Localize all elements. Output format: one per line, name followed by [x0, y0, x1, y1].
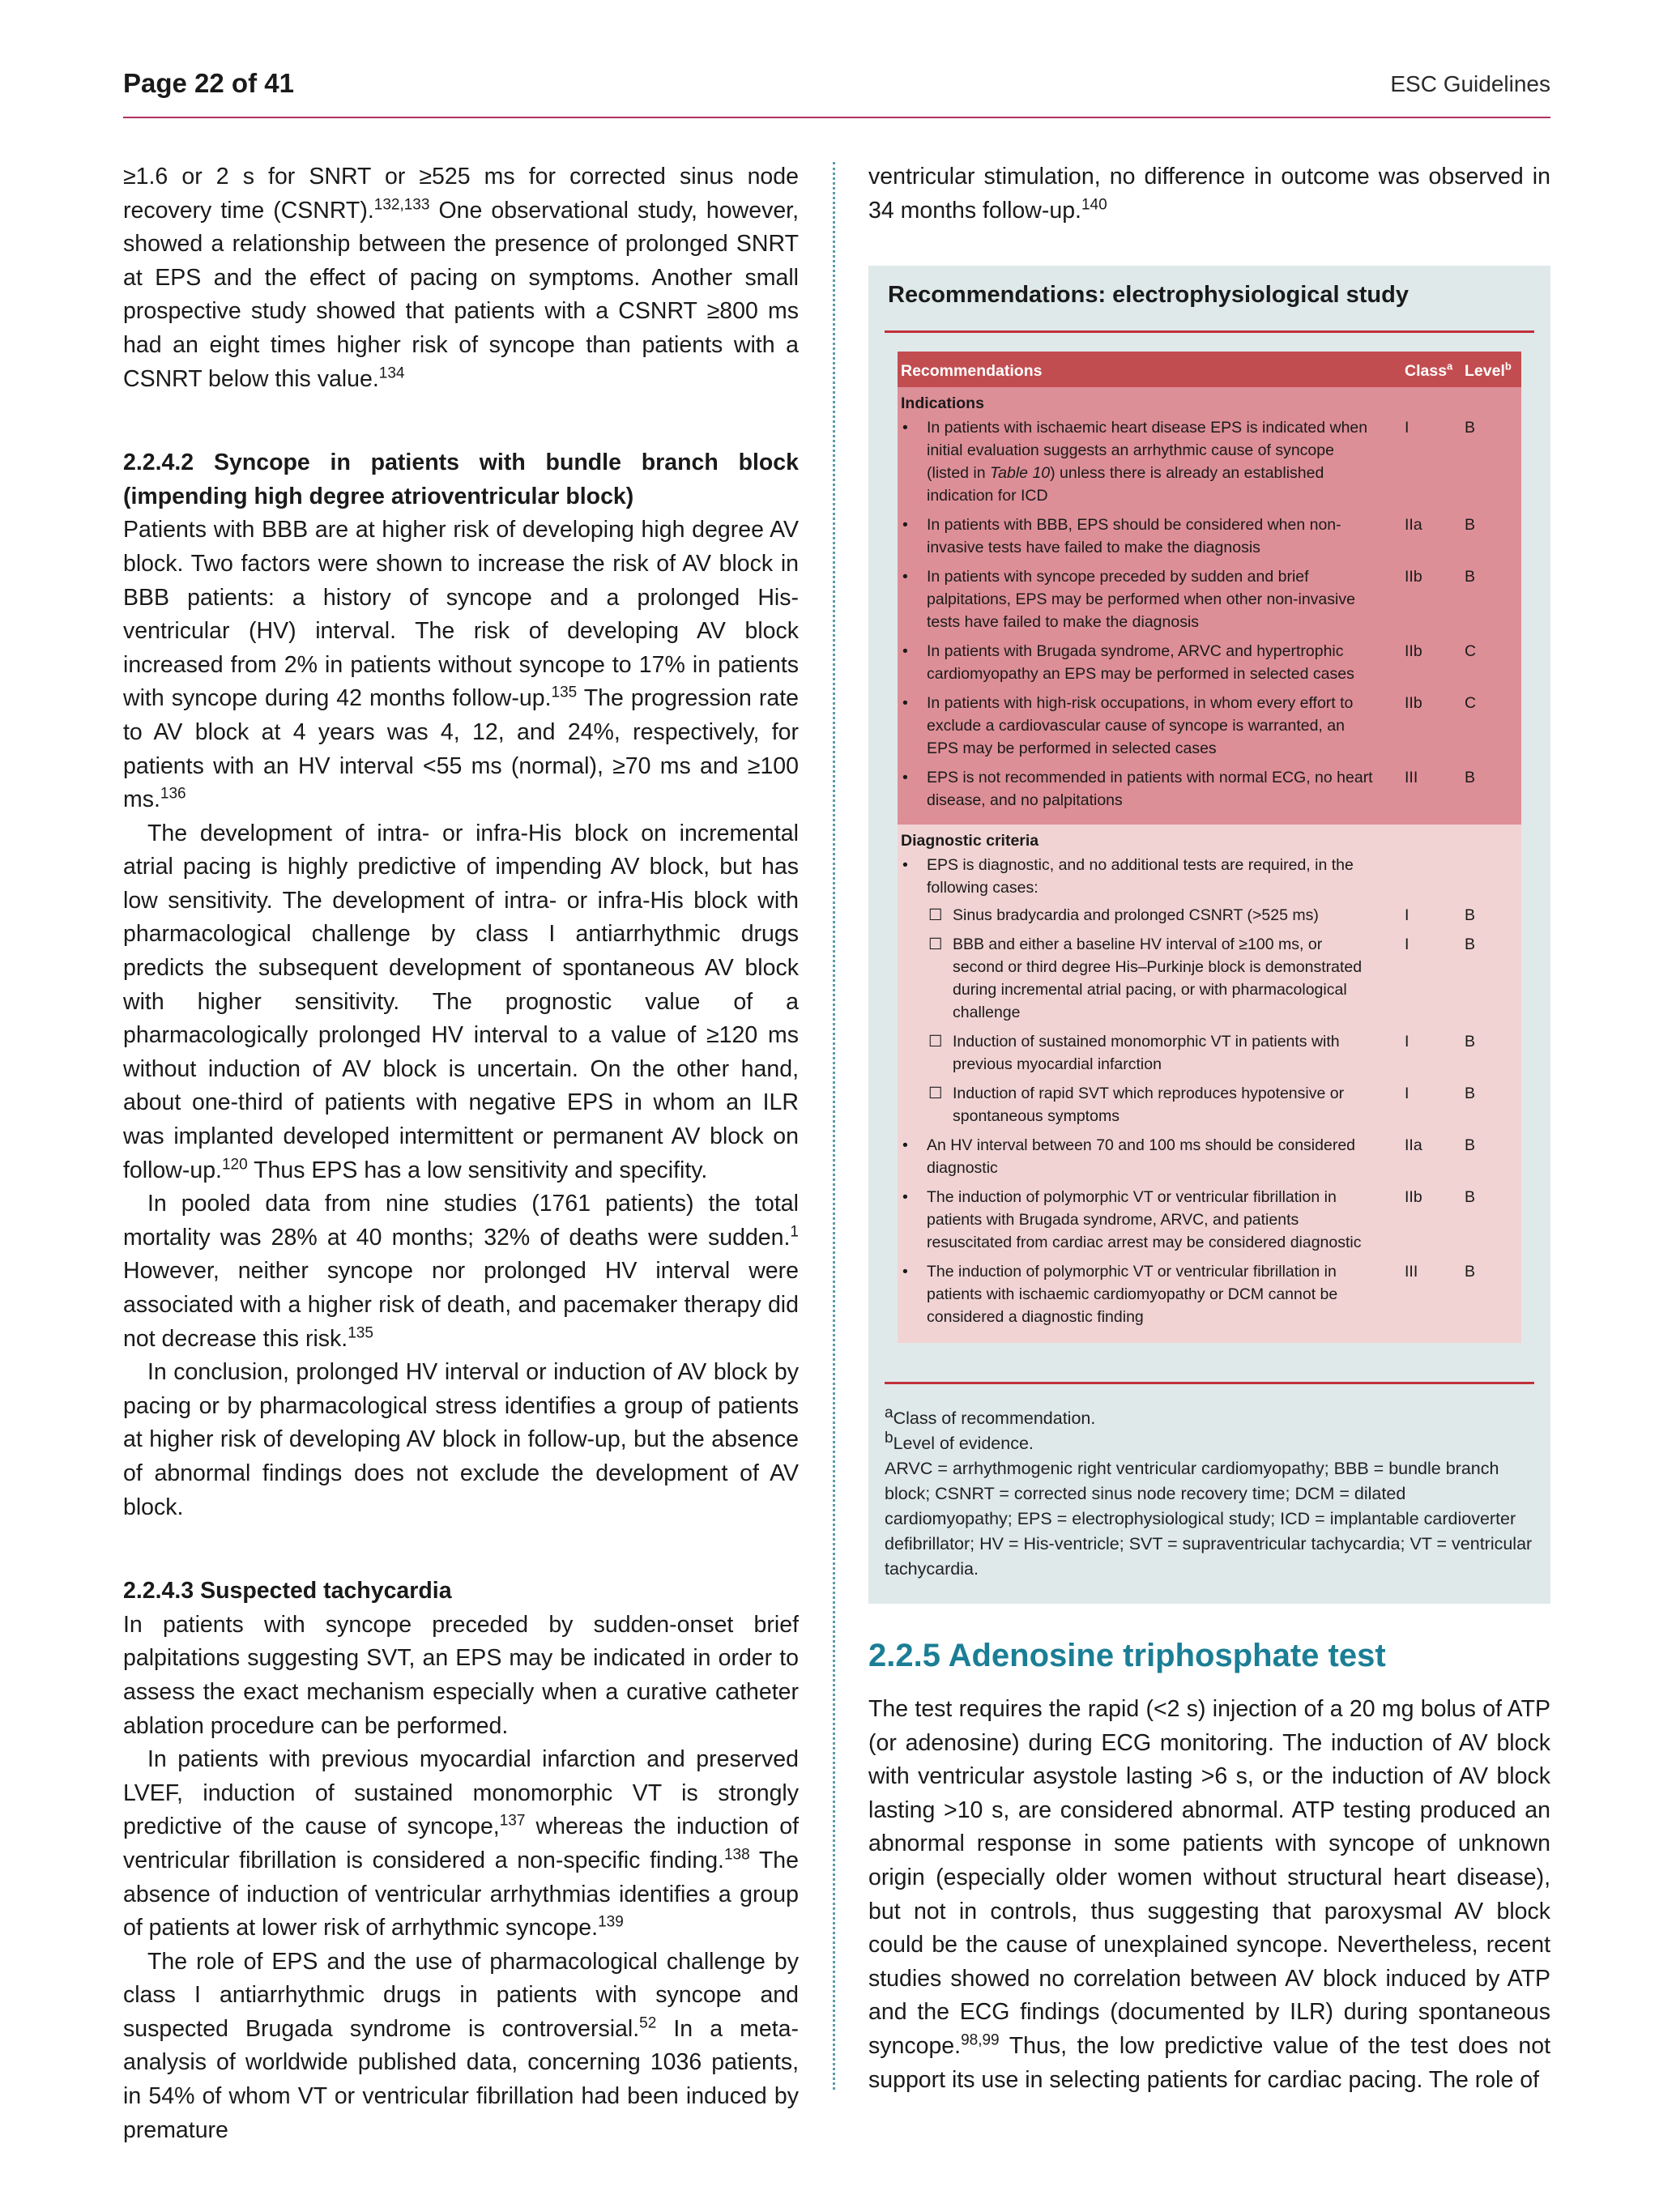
box-title: Recommendations: electrophysiological study — [888, 282, 1409, 308]
table-row — [898, 1030, 1521, 1076]
level-cell: B — [1465, 1136, 1476, 1154]
bullet-icon: • — [902, 642, 908, 660]
table-row — [898, 416, 1521, 507]
bullet-icon: • — [902, 694, 908, 712]
level-cell: B — [1465, 568, 1476, 586]
class-cell: IIb — [1405, 568, 1422, 586]
checkbox-square-icon: ☐ — [928, 1033, 943, 1051]
paragraph: In patients with syncope preceded by sudden-onset brief palpitations suggesting SVT, an EPS may be indicated in order to assess the exact mechanism especially when a curative catheter ablation procedure can be performed. — [123, 1611, 799, 1739]
table-row — [898, 1186, 1521, 1254]
paragraph: ≥1.6 or 2 s for SNRT or ≥525 ms for corrected sinus node recovery time (CSNRT).$^{132,133}$ One observational study, however, showed a relationship between the presence of prolonged SNRT at EPS and the effect of pacing on symptoms. Another small prospective study showed that patients with a CSNRT ≥800 ms had an eight times higher risk of syncope than patients with a CSNRT below this value.$^{134}$ — [123, 164, 800, 392]
level-cell: B — [1465, 419, 1476, 437]
right-column-top — [868, 160, 1550, 228]
col-header-level: Level$^b$ — [1465, 360, 1512, 380]
row-text: In patients with BBB, EPS should be considered when non-invasive tests have failed to make the diagnosis — [927, 516, 1341, 556]
table-row — [898, 904, 1521, 927]
table-row — [898, 933, 1521, 1024]
level-cell: B — [1465, 1033, 1476, 1051]
class-cell: I — [1405, 906, 1410, 924]
table-row — [898, 565, 1521, 633]
col-header-recommendations: Recommendations — [901, 362, 1043, 380]
class-cell: IIb — [1405, 642, 1422, 660]
section-heading: 2.2.5 Adenosine triphosphate test — [868, 1638, 1386, 1673]
abbreviations: ARVC = arrhythmogenic right ventricular cardiomyopathy; BBB = bundle branch block; CSNRT = corrected sinus node recovery time; DCM = dilated cardiomyopathy; EPS = electrophysiological study; ICD = implantable cardioverter defibrillator; HV = His-ventricle; SVT = supraventricular tachycardia; VT = ventricular tachycardia. — [885, 1459, 1533, 1579]
class-cell: I — [1405, 419, 1410, 437]
column-divider — [833, 162, 835, 2090]
row-text: Induction of rapid SVT which reproduces hypotensive or spontaneous symptoms — [953, 1085, 1345, 1125]
paragraph: The development of intra- or infra-His block on incremental atrial pacing is highly predictive of impending AV block, but has low sensitivity. The development of intra- or infra-His block with pharmacological challenge by class I antiarrhythmic drugs predicts the subsequent development of spontaneous AV block with higher sensitivity. The prognostic value of a pharmacologically prolonged HV interval to a value of ≥120 ms without induction of AV block is uncertain. On the other hand, about one-third of patients with negative EPS in whom an ILR was implanted developed intermittent or permanent AV block on follow-up.$^{120}$ Thus EPS has a low sensitivity and specifity. — [123, 820, 799, 1183]
level-cell: B — [1465, 936, 1476, 953]
footnote-a: $^a$Class of recommendation. — [885, 1404, 1096, 1428]
row-text: Sinus bradycardia and prolonged CSNRT (>525 ms) — [953, 906, 1319, 924]
class-cell: I — [1405, 936, 1410, 953]
checkbox-square-icon: ☐ — [928, 936, 943, 953]
class-cell: IIb — [1405, 1188, 1422, 1206]
col-header-class: Class$^a$ — [1405, 360, 1453, 380]
paragraph: ventricular stimulation, no difference in outcome was observed in 34 months follow-up.$^{140}$ — [868, 164, 1550, 224]
checkbox-square-icon: ☐ — [928, 906, 943, 924]
class-cell: III — [1405, 1263, 1418, 1281]
paragraph: The role of EPS and the use of pharmacological challenge by class I antiarrhythmic drugs in patients with syncope and suspected Brugada syndrome is controversial.$^{52}$ In a meta-analysis of worldwide published data, concerning 1036 patients, in 54% of whom VT or ventricular fibrillation had been induced by premature — [123, 1948, 799, 2143]
left-column — [123, 160, 799, 2147]
subsection-heading: 2.2.4.2 Syncope in patients with bundle branch block (impending high degree atrioventricular block) — [123, 450, 799, 509]
box-rule-top — [885, 330, 1534, 333]
level-cell: B — [1465, 1188, 1476, 1206]
level-cell: B — [1465, 1263, 1476, 1281]
box-rule-bottom — [885, 1382, 1534, 1384]
class-cell: IIa — [1405, 1136, 1422, 1154]
level-cell: B — [1465, 906, 1476, 924]
row-text: EPS is not recommended in patients with normal ECG, no heart disease, and no palpitations — [927, 769, 1373, 809]
level-cell: C — [1465, 642, 1477, 660]
class-cell: I — [1405, 1033, 1410, 1051]
section-title: Diagnostic criteria — [901, 832, 1039, 850]
row-text: Induction of sustained monomorphic VT in patients with previous myocardial infarction — [953, 1033, 1340, 1073]
header-rule — [123, 117, 1550, 118]
table-row — [898, 1082, 1521, 1127]
row-text: An HV interval between 70 and 100 ms should be considered diagnostic — [927, 1136, 1356, 1177]
bullet-icon: • — [902, 1136, 908, 1154]
paragraph: In conclusion, prolonged HV interval or induction of AV block by pacing or by pharmacological stress identifies a group of patients at higher risk of developing AV block in follow-up, but the absence of abnormal findings does not exclude the development of AV block. — [123, 1359, 799, 1520]
table-row — [898, 1134, 1521, 1179]
class-cell: IIa — [1405, 516, 1422, 534]
table-row — [898, 1260, 1521, 1328]
table-header — [898, 352, 1521, 387]
level-cell: B — [1465, 516, 1476, 534]
table-footnotes — [885, 1406, 1534, 1582]
recommendations-table — [898, 352, 1521, 1369]
right-column-bottom — [868, 1693, 1550, 2097]
level-cell: B — [1465, 1085, 1476, 1102]
table-row — [898, 854, 1521, 899]
bullet-icon: • — [902, 419, 908, 437]
row-text: In patients with ischaemic heart disease EPS is indicated when initial evaluation suggests an arrhythmic cause of syncope (listed in Table 10) unless there is already an established indication for ICD — [927, 419, 1368, 505]
paragraph: In patients with previous myocardial infarction and preserved LVEF, induction of sustained monomorphic VT is strongly predictive of the cause of syncope,$^{137}$ whereas the induction of ventricular fibrillation is considered a non-specific finding.$^{138}$ The absence of induction of ventricular arrhythmias identifies a group of patients at lower risk of arrhythmic syncope.$^{139}$ — [123, 1746, 799, 1941]
row-text: The induction of polymorphic VT or ventricular fibrillation in patients with Brugada syndrome, ARVC, and patients resuscitated from cardiac arrest may be considered diagnostic — [927, 1188, 1362, 1251]
table-row — [898, 766, 1521, 812]
bullet-icon: • — [902, 1263, 908, 1281]
table-row — [898, 640, 1521, 685]
class-cell: IIb — [1405, 694, 1422, 712]
page-number: Page 22 of 41 — [123, 68, 294, 98]
bullet-icon: • — [902, 516, 908, 534]
footnote-b: $^b$Level of evidence. — [885, 1429, 1034, 1453]
diagnostic-section — [898, 825, 1521, 1343]
table-row — [898, 692, 1521, 760]
bullet-icon: • — [902, 1188, 908, 1206]
indications-section — [898, 387, 1521, 825]
row-text: BBB and either a baseline HV interval of ≥100 ms, or second or third degree His–Purkinje block is demonstrated during incremental atrial pacing, or with pharmacological challenge — [953, 936, 1363, 1021]
checkbox-square-icon: ☐ — [928, 1085, 943, 1102]
level-cell: C — [1465, 694, 1477, 712]
subsection-heading: 2.2.4.3 Suspected tachycardia — [123, 1578, 452, 1605]
table-row — [898, 514, 1521, 559]
paragraph: Patients with BBB are at higher risk of developing high degree AV block. Two factors were shown to increase the risk of AV block in BBB patients: a history of syncope and a prolonged His-ventricular (HV) interval. The risk of developing AV block increased from 2% in patients without syncope to 17% in patients with syncope during 42 months follow-up.$^{135}$ The progression rate to AV block at 4 years was 4, 12, and 24%, respectively, for patients with an HV interval <55 ms (normal), ≥70 ms and ≥100 ms.$^{136}$ — [123, 517, 799, 813]
row-text: In patients with syncope preceded by sudden and brief palpitations, EPS may be performed when other non-invasive tests have failed to make the diagnosis — [927, 568, 1355, 631]
bullet-icon: • — [902, 856, 908, 874]
row-text: The induction of polymorphic VT or ventricular fibrillation in patients with ischaemic cardiomyopathy or DCM cannot be considered a diagnostic finding — [927, 1263, 1338, 1326]
section-title: Indications — [901, 394, 984, 412]
level-cell: B — [1465, 769, 1476, 786]
paragraph: The test requires the rapid (<2 s) injection of a 20 mg bolus of ATP (or adenosine) during ECG monitoring. The induction of AV block with ventricular asystole lasting >6 s, or the induction of AV block lasting >10 s, are considered abnormal. ATP testing produced an abnormal response in some patients with syncope of unknown origin (especially older women without structural heart disease), but not in controls, thus suggesting that paroxysmal AV block could be the cause of unexplained syncope. Nevertheless, recent studies showed no correlation between AV block induced by ATP and the ECG findings (documented by ILR) during spontaneous syncope.$^{98,99}$ Thus, the low predictive value of the test does not support its use in selecting patients for cardiac pacing. The role of — [868, 1696, 1550, 2093]
row-text: In patients with Brugada syndrome, ARVC and hypertrophic cardiomyopathy an EPS may be performed in selected cases — [927, 642, 1354, 683]
class-cell: I — [1405, 1085, 1410, 1102]
recommendations-box — [868, 266, 1550, 1604]
class-cell: III — [1405, 769, 1418, 786]
running-header: ESC Guidelines — [1390, 71, 1550, 96]
bullet-icon: • — [902, 769, 908, 786]
row-text: EPS is diagnostic, and no additional tests are required, in the following cases: — [927, 856, 1354, 897]
paragraph: In pooled data from nine studies (1761 patients) the total mortality was 28% at 40 months; 32% of deaths were sudden.$^1$ However, neither syncope nor prolonged HV interval were associated with a higher risk of death, and pacemaker therapy did not decrease this risk.$^{135}$ — [123, 1191, 799, 1352]
row-text: In patients with high-risk occupations, in whom every effort to exclude a cardiovascular cause of syncope is warranted, an EPS may be performed in selected cases — [927, 694, 1354, 757]
bullet-icon: • — [902, 568, 908, 586]
